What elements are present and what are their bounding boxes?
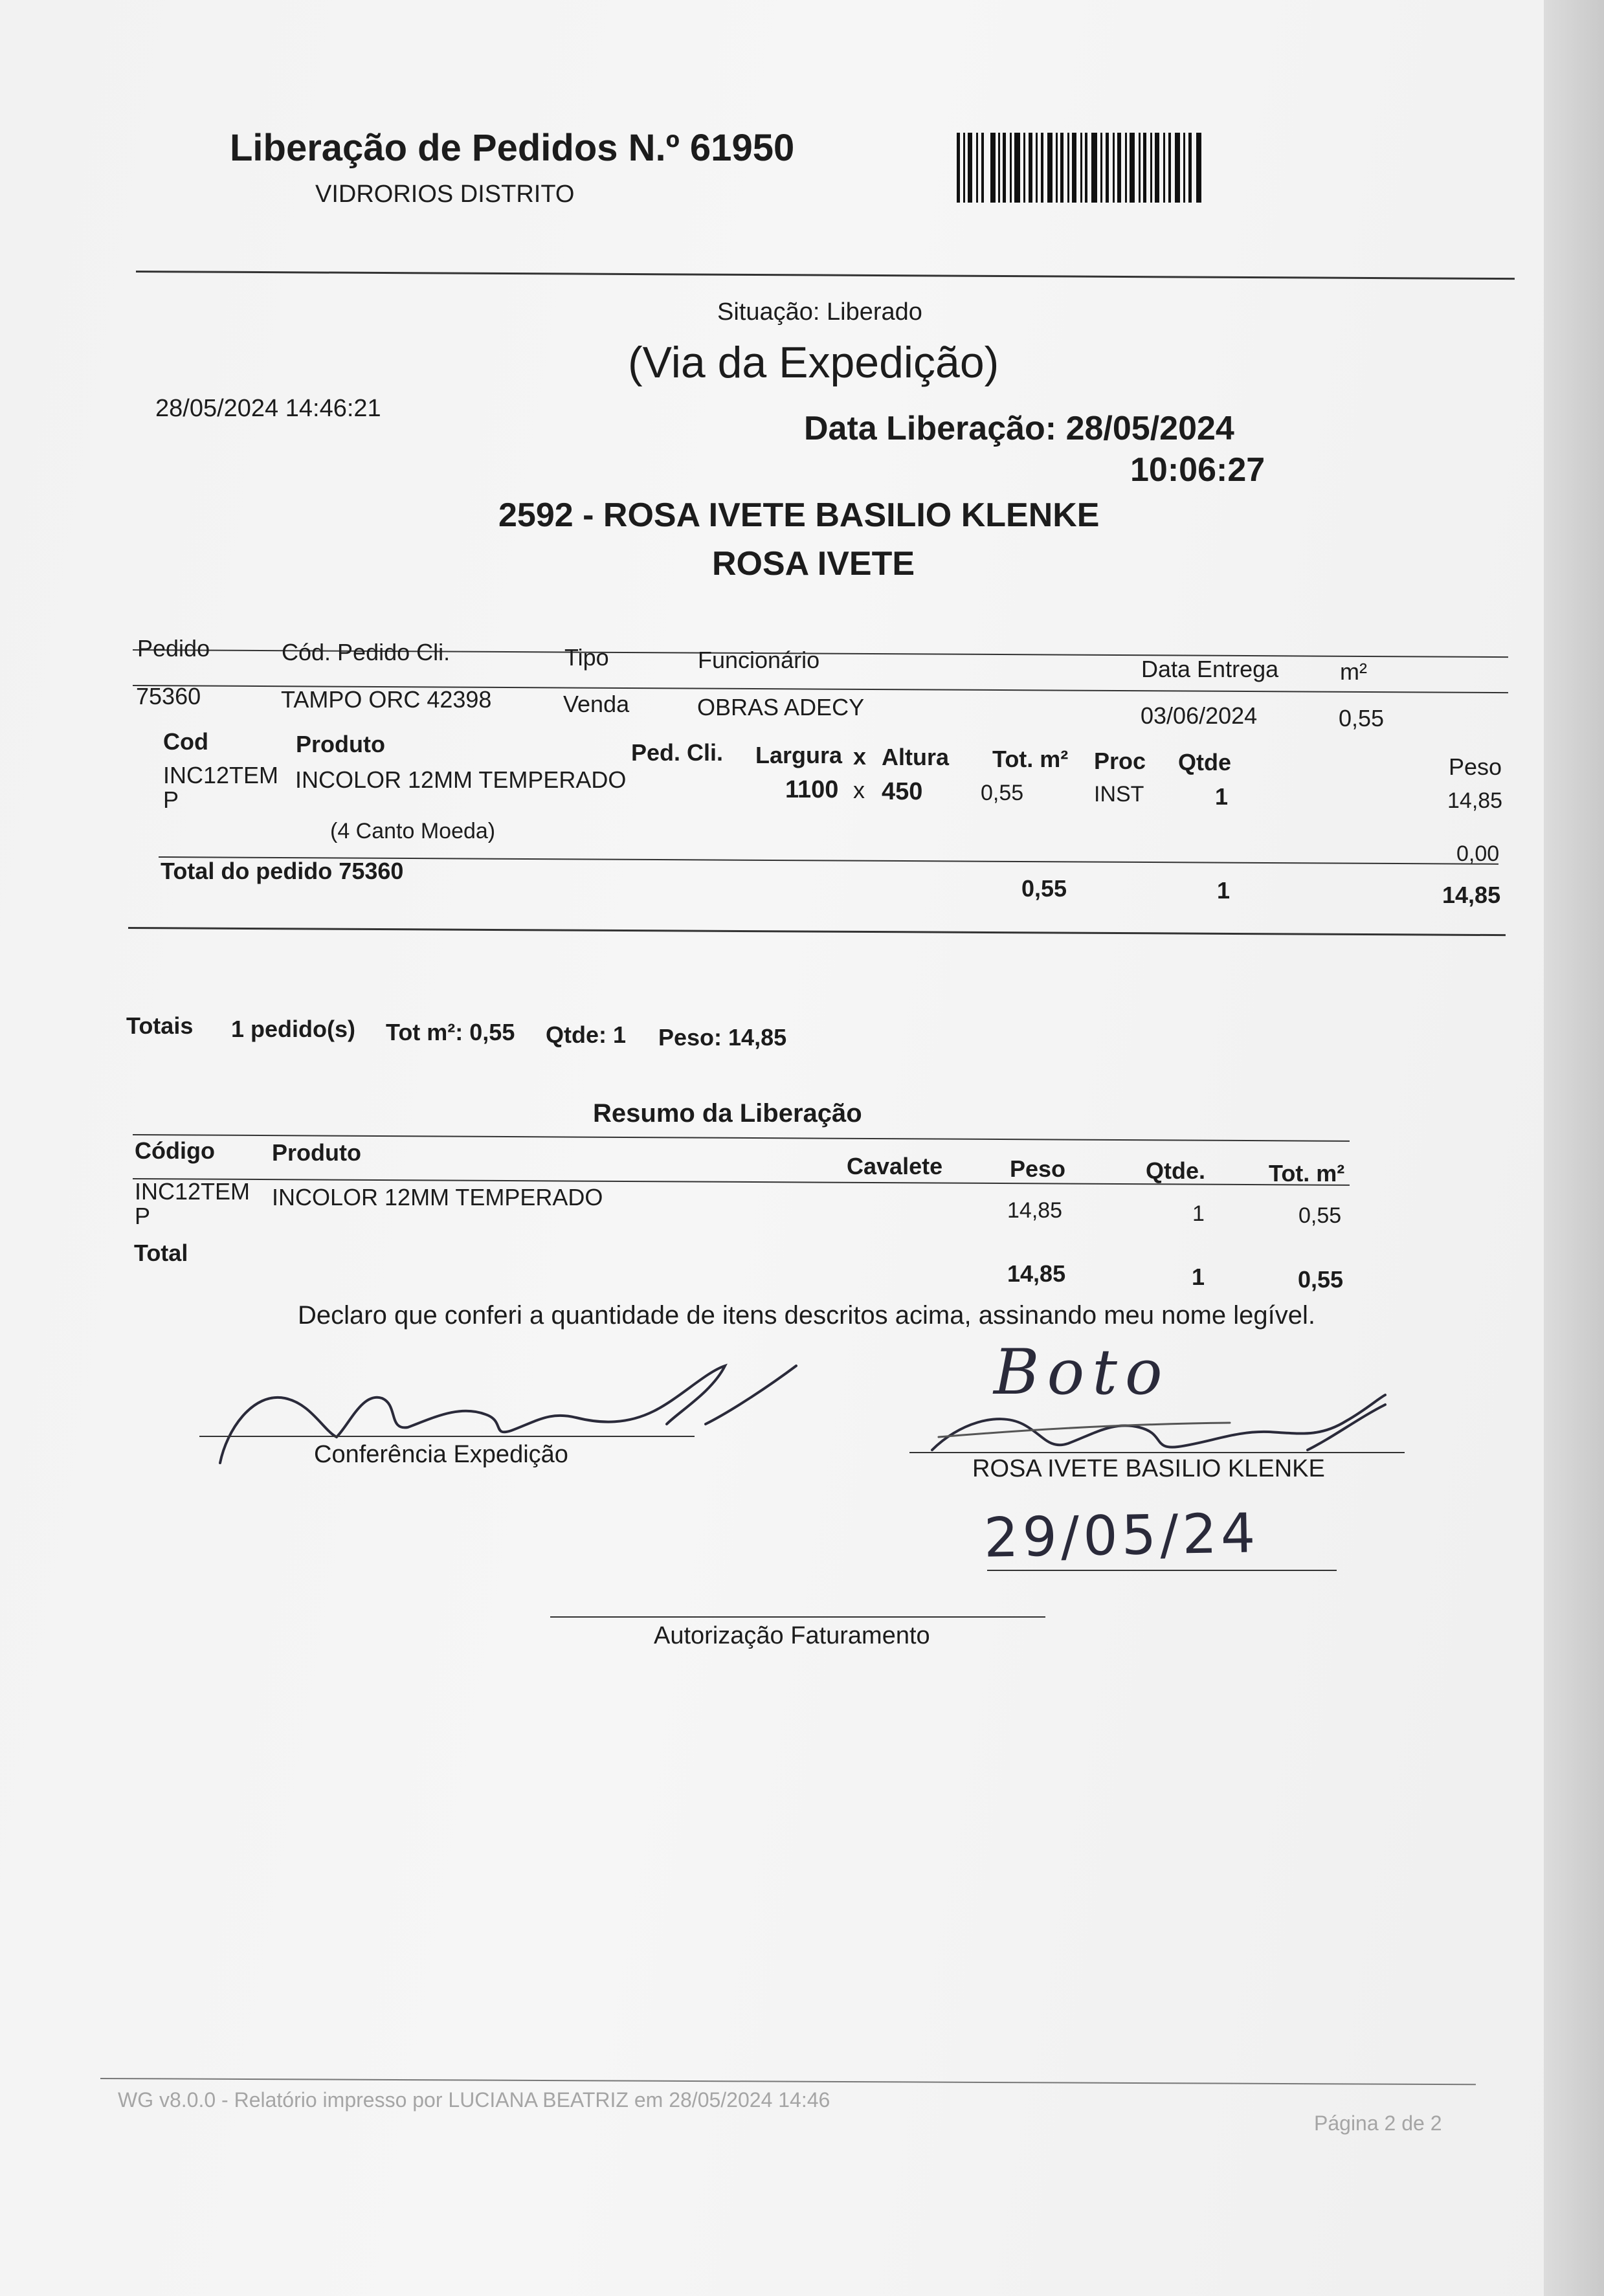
order-total-label: Total do pedido 75360 bbox=[161, 858, 404, 884]
summary-codigo-line2: P bbox=[135, 1203, 151, 1229]
item-header-altura: Altura bbox=[882, 744, 950, 770]
summary-produto: INCOLOR 12MM TEMPERADO bbox=[272, 1184, 603, 1210]
release-date: Data Liberação: 28/05/2024 bbox=[804, 410, 1234, 447]
item-largura: 1100 bbox=[785, 776, 839, 803]
item-header-largura: Largura bbox=[755, 742, 843, 768]
item-header-proc: Proc bbox=[1094, 748, 1146, 774]
item-header-ped-cli: Ped. Cli. bbox=[631, 739, 724, 766]
barcode bbox=[957, 133, 1201, 203]
col-header-funcionario: Funcionário bbox=[698, 647, 820, 673]
footer-printed-by: WG v8.0.0 - Relatório impresso por LUCIANA BEATRIZ em 28/05/2024 14:46 bbox=[118, 2088, 830, 2112]
date-line bbox=[987, 1570, 1337, 1571]
authorization-label: Autorização Faturamento bbox=[654, 1622, 930, 1649]
col-header-tipo: Tipo bbox=[564, 644, 609, 671]
item-x: x bbox=[853, 777, 865, 803]
document-title: Liberação de Pedidos N.º 61950 bbox=[230, 127, 795, 169]
release-time: 10:06:27 bbox=[1130, 451, 1265, 489]
summary-total-label: Total bbox=[134, 1240, 188, 1266]
summary-peso: 14,85 bbox=[1007, 1198, 1063, 1223]
company-name: VIDRORIOS DISTRITO bbox=[315, 181, 575, 208]
order-total-peso: 14,85 bbox=[1442, 882, 1501, 908]
totals-qtde: Qtde: 1 bbox=[546, 1021, 627, 1048]
item-header-x: x bbox=[853, 743, 867, 770]
totals-m2: Tot m²: 0,55 bbox=[386, 1019, 515, 1045]
order-pedido: 75360 bbox=[136, 683, 201, 709]
item-header-peso: Peso bbox=[1449, 753, 1502, 780]
col-header-pedido: Pedido bbox=[137, 635, 210, 662]
summary-header-tot-m2: Tot. m² bbox=[1269, 1160, 1345, 1187]
summary-total-qtde: 1 bbox=[1192, 1264, 1205, 1290]
conference-signature-line bbox=[199, 1436, 695, 1437]
item-qtde: 1 bbox=[1215, 783, 1229, 810]
summary-title: Resumo da Liberação bbox=[593, 1099, 862, 1128]
item-header-produto: Produto bbox=[296, 731, 385, 757]
col-header-cod-pedido-cli: Cód. Pedido Cli. bbox=[282, 639, 451, 665]
order-total-m2: 0,55 bbox=[1021, 875, 1067, 902]
print-timestamp: 28/05/2024 14:46:21 bbox=[155, 395, 381, 422]
summary-header-qtde: Qtde. bbox=[1146, 1157, 1206, 1184]
item-note: (4 Canto Moeda) bbox=[330, 819, 496, 843]
copy-label: (Via da Expedição) bbox=[628, 338, 999, 387]
conference-label: Conferência Expedição bbox=[314, 1441, 568, 1468]
order-m2: 0,55 bbox=[1339, 705, 1385, 731]
item-produto: INCOLOR 12MM TEMPERADO bbox=[295, 766, 627, 793]
customer-name: 2592 - ROSA IVETE BASILIO KLENKE bbox=[498, 496, 1100, 534]
order-tipo: Venda bbox=[563, 691, 630, 717]
customer-short-name: ROSA IVETE bbox=[712, 545, 915, 583]
item-cod-line1: INC12TEM bbox=[163, 762, 279, 788]
item-header-tot-m2: Tot. m² bbox=[992, 746, 1069, 772]
item-extra-peso: 0,00 bbox=[1456, 841, 1500, 866]
item-proc: INST bbox=[1094, 782, 1144, 807]
status-label: Situação: Liberado bbox=[717, 298, 922, 326]
summary-tot-m2: 0,55 bbox=[1298, 1203, 1342, 1228]
summary-qtde: 1 bbox=[1192, 1201, 1205, 1226]
customer-signature-line bbox=[909, 1452, 1405, 1453]
footer-page-number: Página 2 de 2 bbox=[1314, 2112, 1442, 2135]
col-header-data-entrega: Data Entrega bbox=[1141, 656, 1279, 682]
totals-pedidos: 1 pedido(s) bbox=[231, 1016, 356, 1042]
handwritten-date: 29/05/24 bbox=[983, 1501, 1260, 1570]
order-total-qtde: 1 bbox=[1217, 877, 1231, 904]
item-peso: 14,85 bbox=[1447, 788, 1503, 813]
item-cod-line2: P bbox=[163, 786, 179, 813]
summary-header-codigo: Código bbox=[135, 1137, 215, 1164]
summary-total-peso: 14,85 bbox=[1007, 1260, 1066, 1287]
totals-peso: Peso: 14,85 bbox=[658, 1024, 787, 1051]
declaration-text: Declaro que conferi a quantidade de itens descritos acima, assinando meu nome legível. bbox=[298, 1301, 1316, 1330]
summary-codigo-line1: INC12TEM bbox=[135, 1178, 251, 1205]
page-edge bbox=[1544, 0, 1604, 2296]
item-header-cod: Cod bbox=[163, 728, 208, 755]
item-header-qtde: Qtde bbox=[1178, 749, 1232, 775]
col-header-m2: m² bbox=[1340, 658, 1367, 685]
item-altura: 450 bbox=[882, 778, 923, 805]
order-funcionario: OBRAS ADECY bbox=[697, 694, 865, 720]
summary-header-produto: Produto bbox=[272, 1139, 361, 1166]
summary-header-peso: Peso bbox=[1010, 1155, 1066, 1182]
summary-total-tot-m2: 0,55 bbox=[1298, 1266, 1344, 1293]
order-data-entrega: 03/06/2024 bbox=[1141, 702, 1258, 729]
customer-signature bbox=[919, 1385, 1398, 1463]
totals-label: Totais bbox=[126, 1012, 194, 1039]
summary-header-cavalete: Cavalete bbox=[847, 1153, 943, 1179]
authorization-line bbox=[550, 1616, 1045, 1618]
handwritten-name: Boto bbox=[994, 1336, 1170, 1409]
item-tot-m2: 0,55 bbox=[981, 781, 1024, 805]
order-cod-pedido-cli: TAMPO ORC 42398 bbox=[281, 686, 492, 713]
customer-signature-label: ROSA IVETE BASILIO KLENKE bbox=[972, 1455, 1325, 1482]
